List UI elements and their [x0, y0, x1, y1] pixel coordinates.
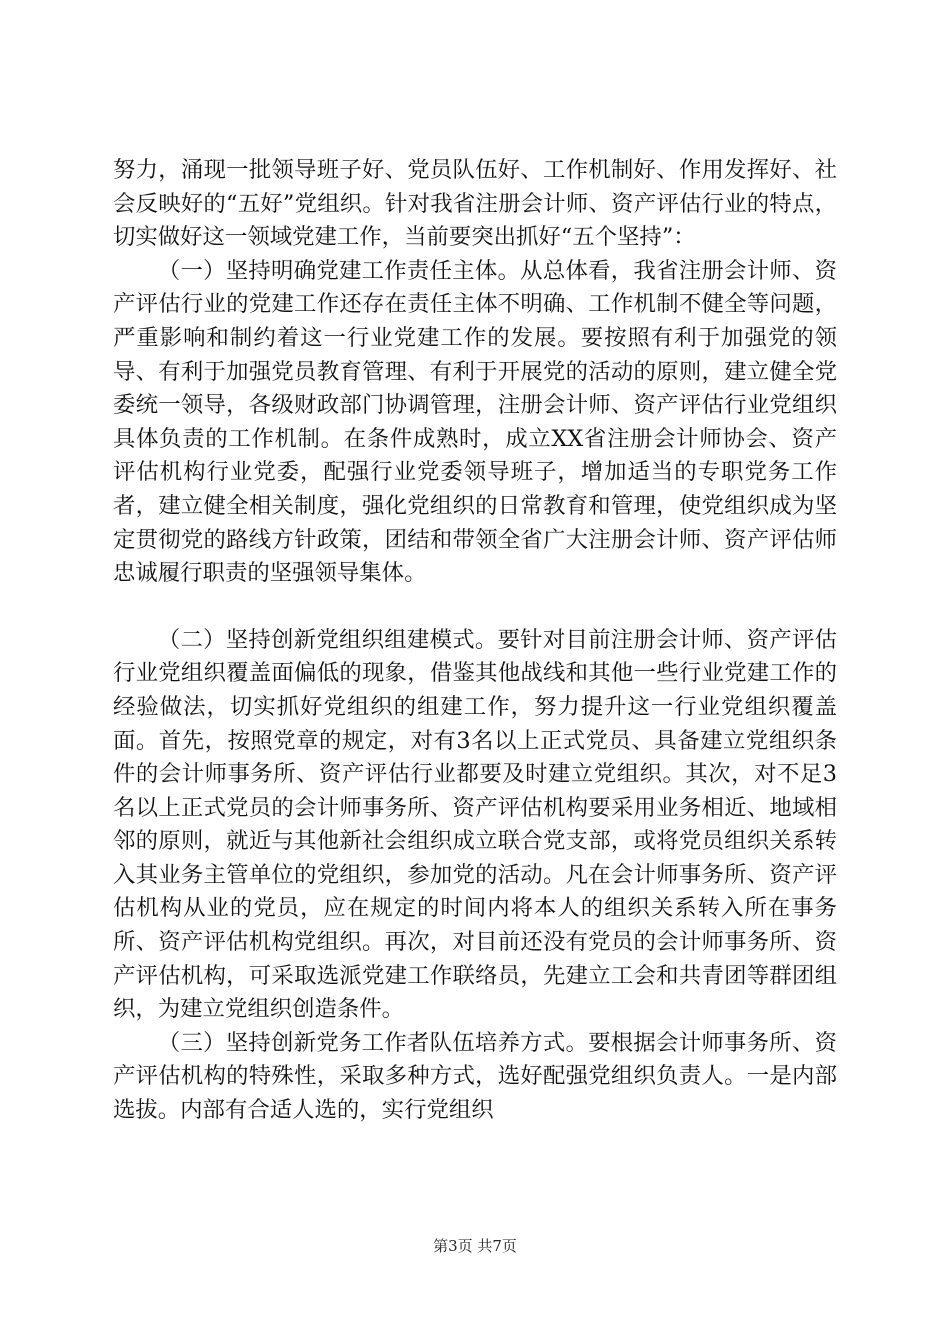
page-number-footer: 第3页 共7页 [433, 1237, 517, 1255]
paragraph-spacer [113, 591, 837, 624]
paragraph-continuation: 努力，涌现一批领导班子好、党员队伍好、工作机制好、作用发挥好、社会反映好的“五好”党组织。针对我省注册会计师、资产评估行业的特点，切实做好这一领域党建工作，当前要突出抓好“五个坚持”： [113, 157, 837, 251]
document-body [113, 154, 837, 1128]
paragraph-section-two: （二）坚持创新党组织组建模式。要针对目前注册会计师、资产评估行业党组织覆盖面偏低的现象，借鉴其他战线和其他一些行业党建工作的经验做法，切实抓好党组织的组建工作，努力提升这一行业党组织覆盖面。首先，按照党章的规定，对有3名以上正式党员、具备建立党组织条件的会计师事务所、资产评估行业都要及时建立党组织。其次，对不足3名以上正式党员的会计师事务所、资产评估机构要采用业务相近、地域相邻的原则，就近与其他新社会组织成立联合党支部，或将党员组织关系转入其业务主管单位的党组织，参加党的活动。凡在会计师事务所、资产评估机构从业的党员，应在规定的时间内将本人的组织关系转入所在事务所、资产评估机构党组织。再次，对目前还没有党员的会计师事务所、资产评估机构，可采取选派党建工作联络员，先建立工会和共青团等群团组织，为建立党组织创造条件。 [113, 626, 837, 1023]
paragraph-section-three: （三）坚持创新党务工作者队伍培养方式。要根据会计师事务所、资产评估机构的特殊性，采取多种方式，选好配强党组织负责人。一是内部选拔。内部有合适人选的，实行党组织 [113, 1029, 837, 1124]
paragraph-section-one: （一）坚持明确党建工作责任主体。从总体看，我省注册会计师、资产评估行业的党建工作还存在责任主体不明确、工作机制不健全等问题，严重影响和制约着这一行业党建工作的发展。要按照有利于加强党的领导、有利于加强党员教育管理、有利于开展党的活动的原则，建立健全党委统一领导，各级财政部门协调管理，注册会计师、资产评估行业党组织具体负责的工作机制。在条件成熟时，成立XX省注册会计师协会、资产评估机构行业党委，配强行业党委领导班子，增加适当的专职党务工作者，建立健全相关制度，强化党组织的日常教育和管理，使党组织成为坚定贯彻党的路线方针政策，团结和带领全省广大注册会计师、资产评估师忠诚履行职责的坚强领导集体。 [113, 257, 837, 587]
